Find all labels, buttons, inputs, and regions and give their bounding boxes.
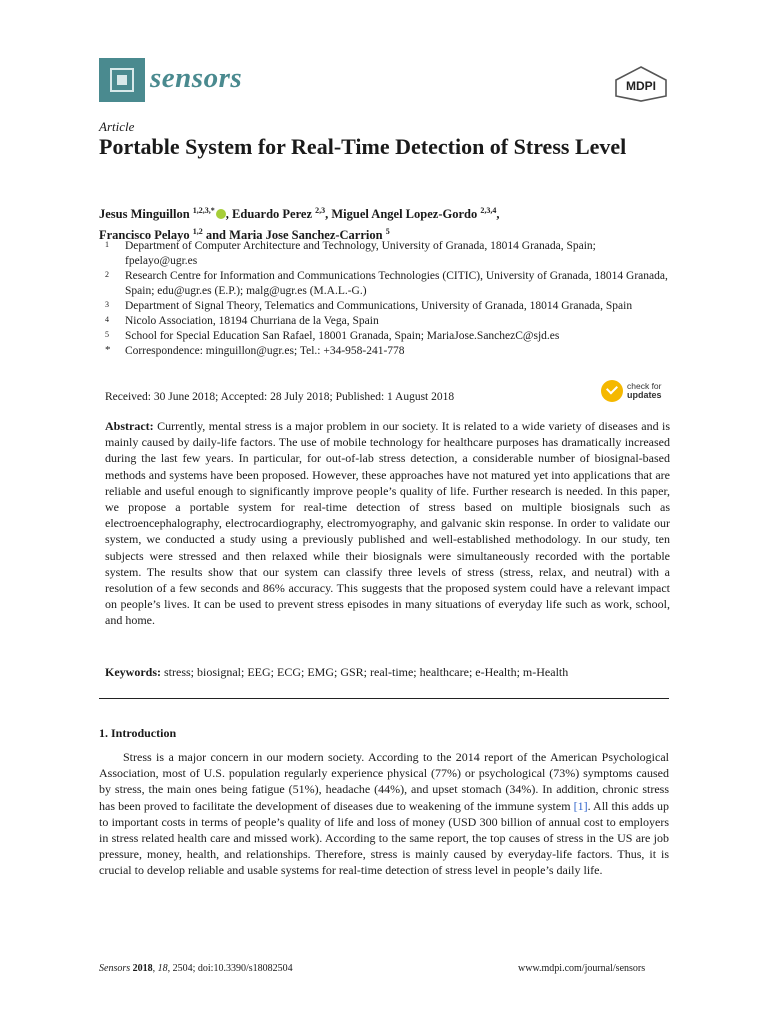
author: Francisco Pelayo <box>99 228 190 243</box>
mdpi-logo-icon <box>614 66 668 102</box>
section-heading: 1. Introduction <box>99 726 177 740</box>
article-type: Article <box>99 119 135 134</box>
author: Jesus Minguillon <box>99 207 190 222</box>
author: Maria Jose Sanchez-Carrion <box>229 228 383 243</box>
keywords-label: Keywords: <box>105 665 161 679</box>
abstract-text: Currently, mental stress is a major problem in our society. It is related to a wide variety of diseases and is mainly caused by daily-life factors. The use of mobile technology for healthcare purposes has dramatically increased during the last few years. In particular, for out-of-lab stress detection, a considerable number of biosignal-based methods and systems have been proposed. However, these approaches have not matured yet into applications that are reliable and useful enough to significantly improve people’s quality of life. Further research is needed. In this paper, we propose a portable system for real-time detection of stress based on multiple biosignals such as electroencephalography, electrocardiography, electromyography, and galvanic skin response. In order to validate our system, we conducted a study using a previously published and well-established methodology. In our study, ten subjects were stressed and then relaxed while their biosignals were simultaneously recorded with the portable system. The results show that our system can classify three levels of stress (stress, relax, and neutral) with a resolution of a few seconds and 86% accuracy. This suggests that the proposed system could have a relevant impact on people’s lives. It can be used to prevent stress episodes in many situations of everyday life such as work, school, and home. <box>105 419 671 628</box>
keywords <box>105 664 670 680</box>
intro-paragraph: Stress is a major concern in our modern society. According to the 2014 report of the American Psychological Association, most of U.S. population regularly experience physical (77%) or psychological (73%) symptoms caused by stress, the main ones being fatigue (51%), headache (44%), and upset stomach (34%). In addition, chronic stress has been proved to facilitate the development of diseases due to weakening of the immune system [1]. All this adds up to important costs in terms of people’s quality of life and loss of money (USD 300 billion of annual cost to employers in stress related health care and missed work). According to the same report, the top causes of stress in the US are job pressure, money, health, and relationships. Therefore, stress is mainly caused by everyday-life factors. Thus, it is crucial to develop reliable and usable systems for real-time detection of stress level in people’s daily life. <box>99 750 669 878</box>
journal-logo-icon <box>99 58 145 102</box>
journal-name: sensors <box>150 62 243 94</box>
correspondence: * Correspondence: minguillon@ugr.es; Tel.: +34-958-241-778 <box>105 344 405 357</box>
affiliations <box>105 239 670 359</box>
citation-link[interactable]: [1] <box>573 798 588 813</box>
keywords-text: stress; biosignal; EEG; ECG; EMG; GSR; real-time; healthcare; e-Health; m-Health <box>164 665 569 679</box>
affiliation-item: 3 Department of Signal Theory, Telematics and Communications, University of Granada, 18014 Granada, Spain <box>105 300 633 312</box>
abstract-label: Abstract: <box>105 419 154 433</box>
abstract <box>105 418 670 629</box>
check-for-updates-button[interactable]: check for updates <box>601 380 671 406</box>
affiliation-item: 1 Department of Computer Architecture and Technology, University of Granada, 18014 Granada, Spain; fpelayo@ugr.es <box>105 240 596 267</box>
publisher-name: MDPI <box>626 79 656 93</box>
publication-dates: Received: 30 June 2018; Accepted: 28 July 2018; Published: 1 August 2018 <box>105 391 455 403</box>
affiliation-item: 2 Research Centre for Information and Communications Technologies (CITIC), University of Granada, 18014 Granada, Spain; edu@ugr.es (E.P.); malg@ugr.es (M.A.L.-G.) <box>105 270 668 297</box>
footer-citation: Sensors 2018, 18, 2504; doi:10.3390/s18082504 <box>99 963 293 974</box>
checkmark-icon <box>601 380 623 402</box>
author: Eduardo Perez <box>232 207 312 222</box>
author: Miguel Angel Lopez-Gordo <box>331 207 478 222</box>
author-list: Jesus Minguillon $^{1,2,3,*}$ , Eduardo Perez $^{2,3}$, Miguel Angel Lopez-Gordo $^{2,3,4}$, Francisco Pelayo $^{1,2}$ and Maria Jose Sanchez-Carrion $^5$ <box>99 206 500 243</box>
orcid-icon[interactable] <box>216 209 226 219</box>
footer-journal-url[interactable]: www.mdpi.com/journal/sensors <box>518 963 646 974</box>
section-divider <box>99 698 669 699</box>
affiliation-item: 4 Nicolo Association, 18194 Churriana de la Vega, Spain <box>105 315 379 327</box>
paper-title: Portable System for Real-Time Detection of Stress Level <box>99 134 627 159</box>
affiliation-item: 5 School for Special Education San Rafael, 18001 Granada, Spain; MariaJose.SanchezC@sjd.es <box>105 330 560 342</box>
